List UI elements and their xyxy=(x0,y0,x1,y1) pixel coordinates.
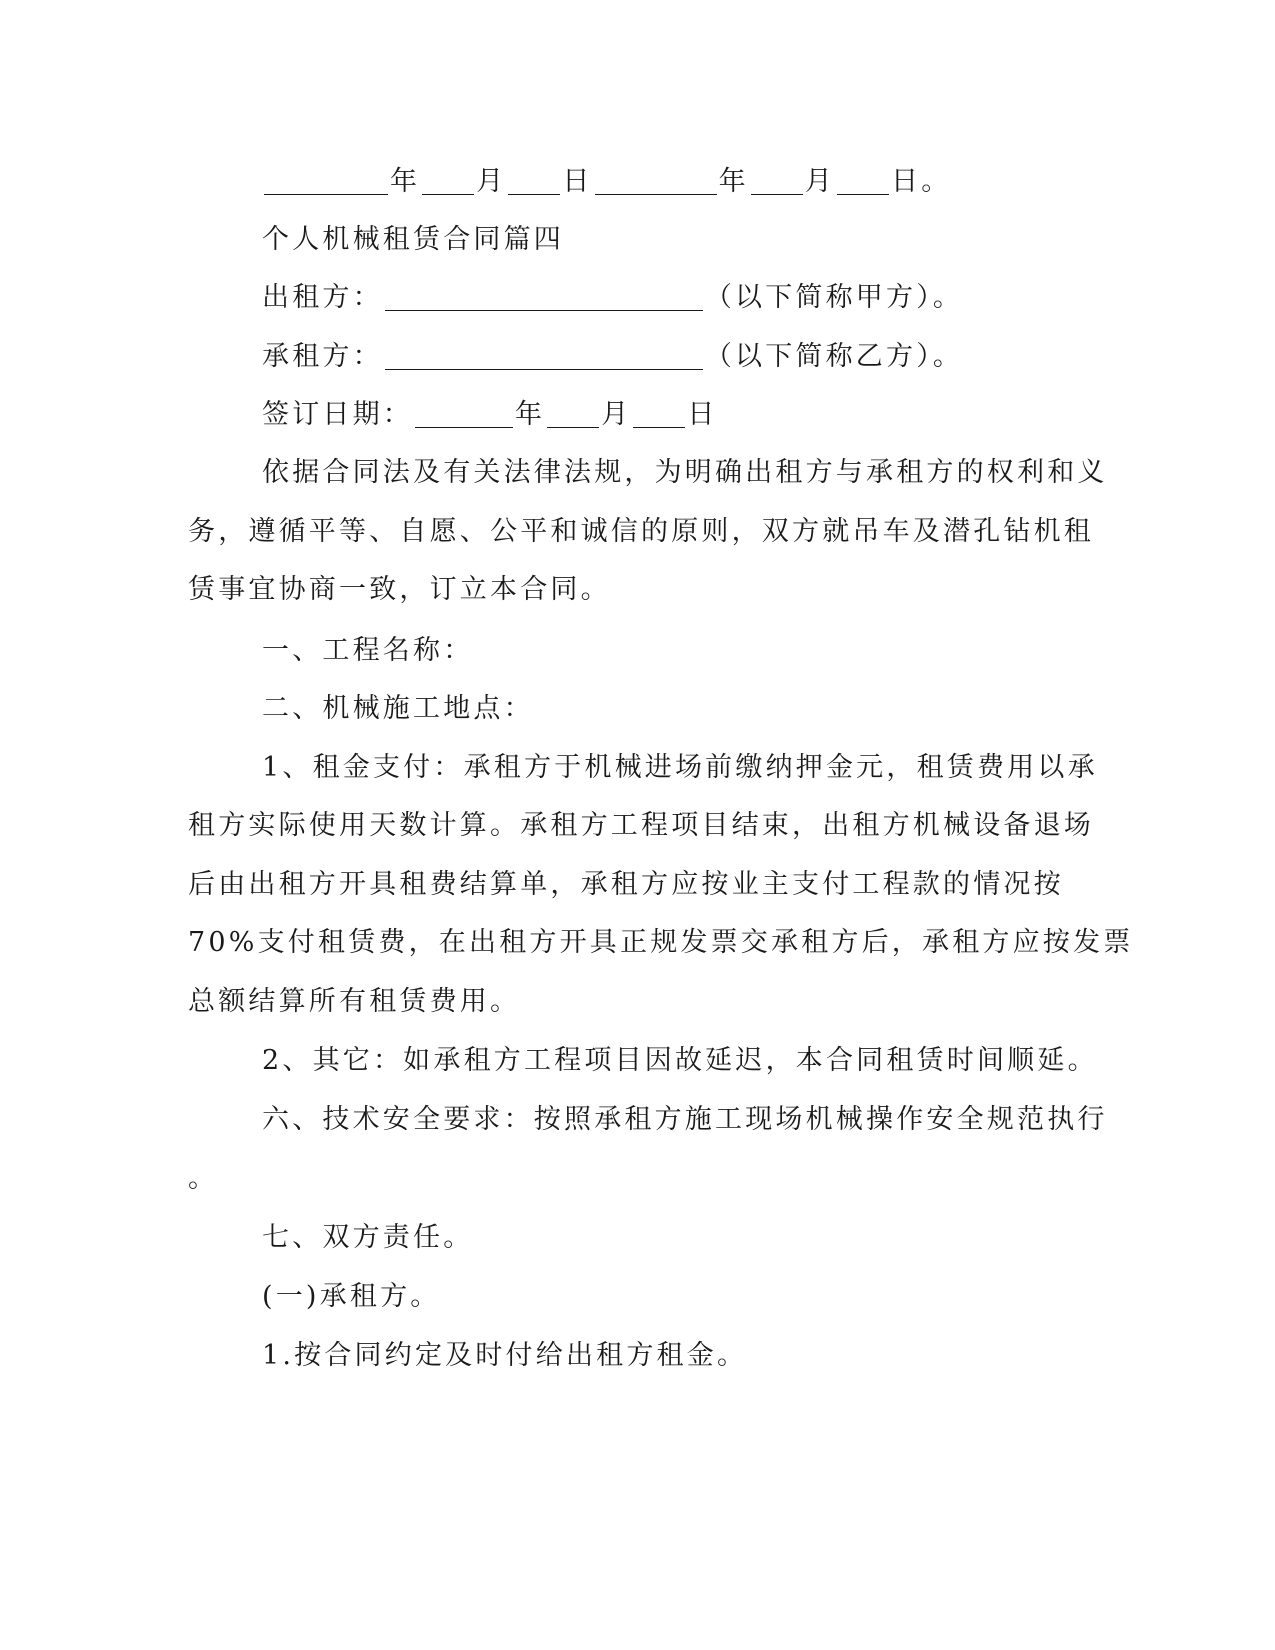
paragraph-line: 赁事宜协商一致，订立本合同。 xyxy=(188,574,611,605)
paragraph-line: 。 xyxy=(188,1163,219,1194)
paragraph-line: 后由出租方开具租费结算单，承租方应按业主支付工程款的情况按 xyxy=(188,869,1064,900)
paragraph-line: 70%支付租赁费，在出租方开具正规发票交承租方后，承租方应按发票 xyxy=(188,927,1134,958)
section-heading: 一、工程名称： xyxy=(262,635,474,666)
month-label: 月 xyxy=(476,166,507,197)
month-label: 月 xyxy=(601,399,632,430)
section-heading: 七、双方责任。 xyxy=(262,1222,474,1253)
paragraph-line: 1、租金支付：承租方于机械进场前缴纳押金元，租赁费用以承 xyxy=(262,752,1098,783)
blank-field xyxy=(751,168,803,195)
paragraph-line: 租方实际使用天数计算。承租方工程项目结束，出租方机械设备退场 xyxy=(188,810,1094,841)
sign-date-line xyxy=(262,401,1162,428)
lessor-blank xyxy=(385,284,703,311)
blank-field xyxy=(547,401,599,428)
paragraph-line: 务，遵循平等、自愿、公平和诚信的原则，双方就吊车及潜孔钻机租 xyxy=(188,516,1094,547)
blank-field xyxy=(508,168,560,195)
lessee-label: 承租方： xyxy=(262,341,383,372)
section-title: 个人机械租赁合同篇四 xyxy=(262,224,564,255)
paragraph-line: 总额结算所有租赁费用。 xyxy=(188,986,521,1017)
year-label: 年 xyxy=(515,399,546,430)
section-heading: 二、机械施工地点： xyxy=(262,693,534,724)
paragraph-line: 六、技术安全要求：按照承租方施工现场机械操作安全规范执行 xyxy=(262,1104,1108,1135)
lessor-label: 出租方： xyxy=(262,282,383,313)
blank-field xyxy=(633,401,685,428)
lessee-blank xyxy=(385,343,703,370)
blank-field xyxy=(422,168,474,195)
sign-date-label: 签订日期： xyxy=(262,399,413,430)
blank-field xyxy=(837,168,889,195)
lessor-line xyxy=(262,284,1162,311)
paragraph-line: 2、其它：如承租方工程项目因故延迟，本合同租赁时间顺延。 xyxy=(262,1045,1098,1076)
day-label: 日 xyxy=(562,166,593,197)
subsection-heading: (一)承租方。 xyxy=(262,1281,441,1312)
day-label: 日 xyxy=(687,399,718,430)
day-label: 日。 xyxy=(891,166,952,197)
list-item: 1.按合同约定及时付给出租方租金。 xyxy=(262,1340,748,1371)
lessee-line xyxy=(262,343,1162,370)
month-label: 月 xyxy=(804,166,836,197)
blank-field xyxy=(595,168,717,195)
header-date-line xyxy=(262,168,1162,195)
paragraph-line: 依据合同法及有关法律法规，为明确出租方与承租方的权利和义 xyxy=(262,457,1108,488)
blank-field xyxy=(415,401,513,428)
lessee-suffix: （以下简称乙方）。 xyxy=(704,341,964,372)
year-label: 年 xyxy=(390,166,421,197)
lessor-suffix: （以下简称甲方）。 xyxy=(704,282,964,313)
blank-field xyxy=(264,168,388,195)
year-label: 年 xyxy=(718,166,749,197)
